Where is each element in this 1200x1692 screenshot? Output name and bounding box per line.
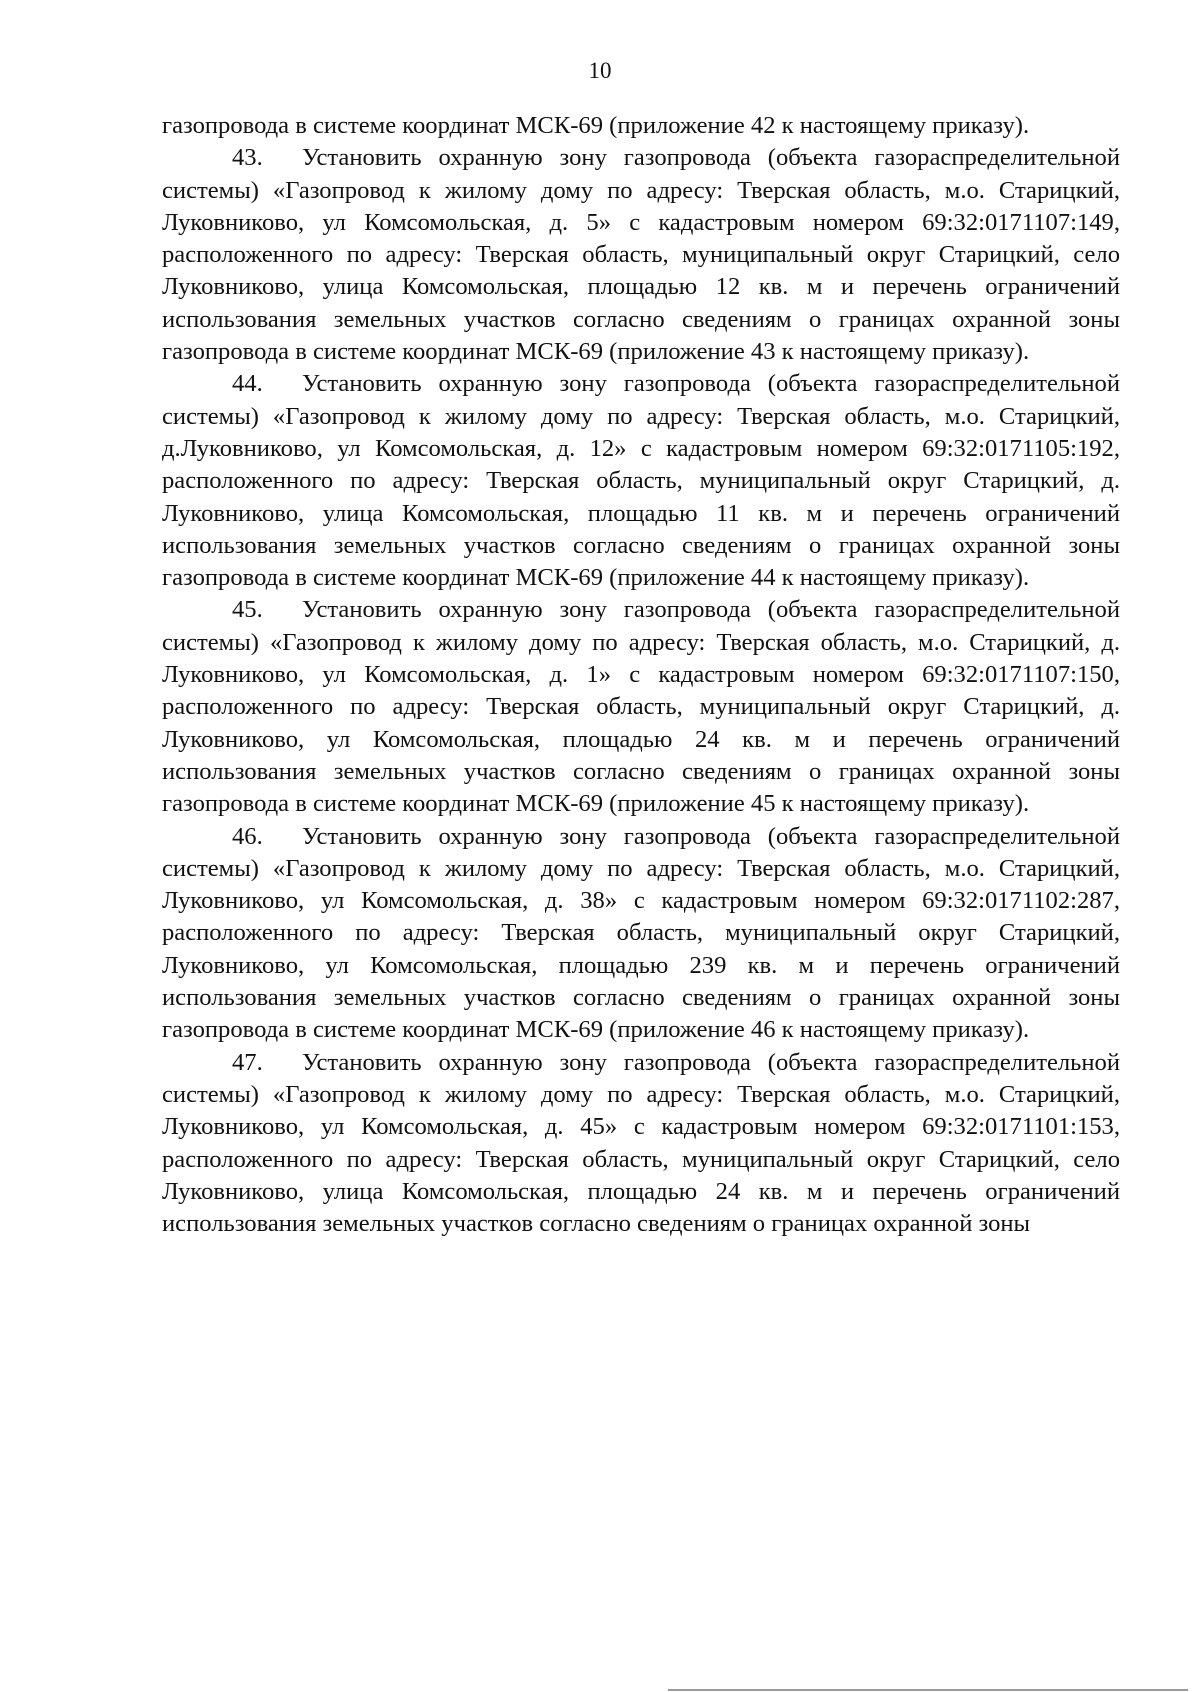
paragraph-text: Установить охранную зону газопровода (объекта газораспределительной системы) «Газопровод к жилому дому по адресу: Тверская область, м.о. Старицкий, Луковниково, ул Комсомольская, д. 5» с кадастровым номером 69:32:0171107:149, расположенного по адресу: Тверская область, муниципальный округ Старицкий, село Луковниково, улица Комсомольская, площадью 12 кв. м и перечень ограничений использования земельных участков согласно сведениям о границах охранной зоны газопровода в системе координат МСК-69 (приложение 43 к настоящему приказу). [162, 144, 1120, 366]
paragraph-text: Установить охранную зону газопровода (объекта газораспределительной системы) «Газопровод к жилому дому по адресу: Тверская область, м.о. Старицкий, Луковниково, ул Комсомольская, д. 45» с кадастровым номером 69:32:0171101:153, расположенного по адресу: Тверская область, муниципальный округ Старицкий, село Луковниково, улица Комсомольская, площадью 24 кв. м и перечень ограничений использования земельных участков согласно сведениям о границах охранной зоны [162, 1048, 1120, 1238]
paragraph-text: Установить охранную зону газопровода (объекта газораспределительной системы) «Газопровод к жилому дому по адресу: Тверская область, м.о. Старицкий, д.Луковниково, ул Комсомольская, д. 12» с кадастровым номером 69:32:0171105:192, расположенного по адресу: Тверская область, муниципальный округ Старицкий, д. Луковниково, улица Комсомольская, площадью 11 кв. м и перечень ограничений использования земельных участков согласно сведениям о границах охранной зоны газопровода в системе координат МСК-69 (приложение 44 к настоящему приказу). [162, 370, 1120, 592]
paragraph-44 [162, 368, 1120, 594]
paragraph-text: газопровода в системе координат МСК-69 (приложение 42 к настоящему приказу). [162, 112, 1030, 139]
paragraph-number: 43. [232, 144, 263, 172]
paragraph-text: Установить охранную зону газопровода (объекта газораспределительной системы) «Газопровод к жилому дому по адресу: Тверская область, м.о. Старицкий, Луковниково, ул Комсомольская, д. 38» с кадастровым номером 69:32:0171102:287, расположенного по адресу: Тверская область, муниципальный округ Старицкий, Луковниково, ул Комсомольская, площадью 239 кв. м и перечень ограничений использования земельных участков согласно сведениям о границах охранной зоны газопровода в системе координат МСК-69 (приложение 46 к настоящему приказу). [162, 822, 1120, 1044]
paragraph-43 [162, 142, 1120, 368]
scan-edge-line [668, 1689, 1188, 1691]
paragraph-text: Установить охранную зону газопровода (объекта газораспределительной системы) «Газопровод к жилому дому по адресу: Тверская область, м.о. Старицкий, д. Луковниково, ул Комсомольская, д. 1» с кадастровым номером 69:32:0171107:150, расположенного по адресу: Тверская область, муниципальный округ Старицкий, д. Луковниково, ул Комсомольская, площадью 24 кв. м и перечень ограничений использования земельных участков согласно сведениям о границах охранной зоны газопровода в системе координат МСК-69 (приложение 45 к настоящему приказу). [162, 596, 1120, 818]
paragraph-number: 45. [232, 596, 263, 624]
paragraph-46 [162, 821, 1120, 1047]
paragraph-number: 46. [232, 822, 263, 850]
document-body [162, 110, 1120, 1240]
paragraph-45 [162, 594, 1120, 820]
page-number: 10 [588, 58, 612, 83]
paragraph-42-continuation [162, 110, 1120, 142]
paragraph-number: 47. [232, 1048, 263, 1076]
paragraph-47 [162, 1047, 1120, 1241]
paragraph-number: 44. [232, 370, 263, 398]
